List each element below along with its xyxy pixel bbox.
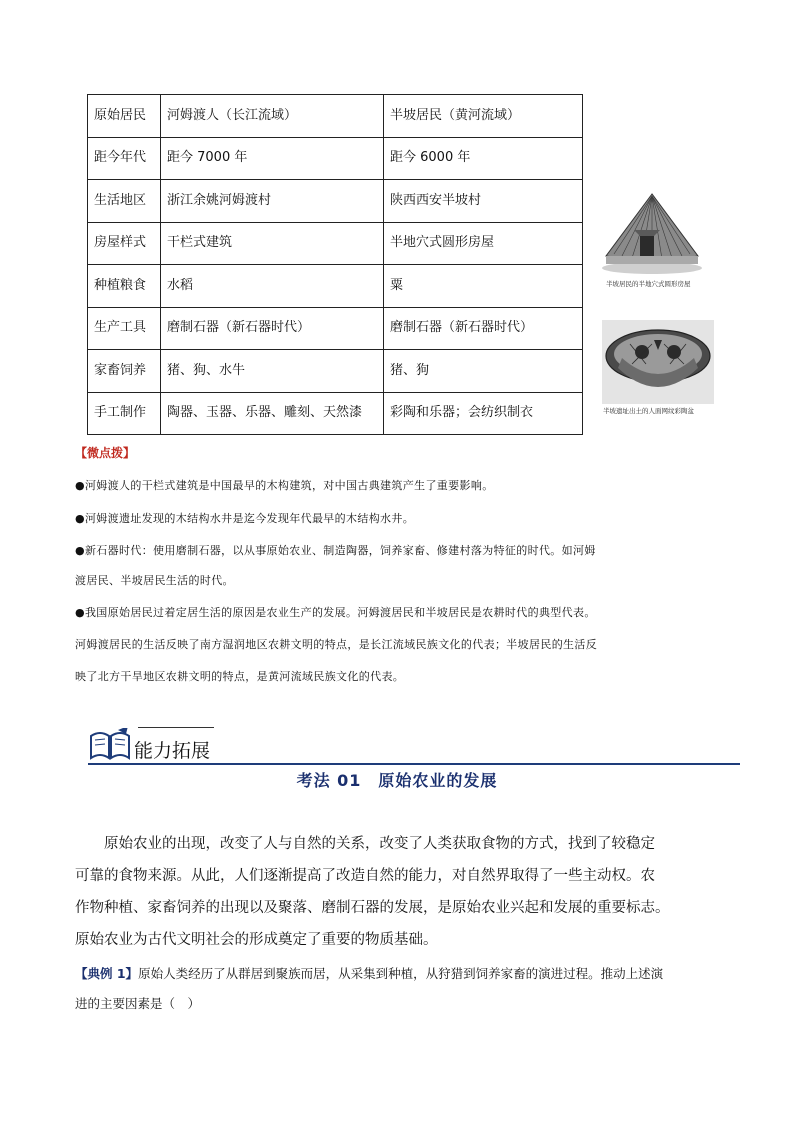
tip-line: 渡居民、半坡居民生活的时代。: [75, 574, 234, 587]
example-question-continued: 进的主要因素是（ ）: [75, 996, 201, 1011]
table-cell: 水稻: [161, 265, 384, 308]
example-question: [75, 964, 663, 982]
hut-image: [600, 190, 704, 276]
paragraph-line: 作物种植、家畜饲养的出现以及聚落、磨制石器的发展，是原始农业兴起和发展的重要标志。: [75, 900, 670, 916]
table-row-header: 种植粮食: [88, 265, 161, 308]
table-cell: 半地穴式圆形房屋: [384, 222, 583, 265]
book-icon: [88, 728, 132, 762]
table-row-header: 原始居民: [88, 95, 161, 138]
table-cell: 半坡居民（黄河流域）: [384, 95, 583, 138]
table-row: [88, 265, 583, 308]
tip-line: ●我国原始居民过着定居生活的原因是农业生产的发展。河姆渡居民和半坡居民是农耕时代的典型代表。: [75, 606, 596, 619]
table-cell: 磨制石器（新石器时代）: [161, 307, 384, 350]
table-row-header: 房屋样式: [88, 222, 161, 265]
table-row: [88, 350, 583, 393]
table-cell: 陕西西安半坡村: [384, 180, 583, 223]
table-row-header: 生产工具: [88, 307, 161, 350]
table-cell: 距今 6000 年: [384, 137, 583, 180]
table-row: [88, 180, 583, 223]
table-cell: 距今 7000 年: [161, 137, 384, 180]
basin-image: [602, 320, 714, 404]
tip-line: 映了北方干旱地区农耕文明的特点，是黄河流域民族文化的代表。: [75, 670, 405, 683]
table-cell: 磨制石器（新石器时代）: [384, 307, 583, 350]
tip-line: ●新石器时代：使用磨制石器，以从事原始农业、制造陶器，饲养家畜、修建村落为特征的时代。如河姆: [75, 544, 596, 557]
table-row: [88, 222, 583, 265]
section-divider-top: [138, 727, 214, 728]
table-row-header: 手工制作: [88, 392, 161, 435]
tip-header: 【微点拨】: [75, 446, 136, 460]
table-row: [88, 307, 583, 350]
table-row: [88, 392, 583, 435]
paragraph-line: 可靠的食物来源。从此，人们逐渐提高了改造自然的能力，对自然界取得了一些主动权。农: [75, 868, 655, 884]
table-row: [88, 137, 583, 180]
paragraph-line: 原始农业的出现，改变了人与自然的关系，改变了人类获取食物的方式，找到了较稳定: [75, 836, 655, 852]
table-cell: 猪、狗: [384, 350, 583, 393]
example-tag: 【典例 1】: [75, 966, 139, 981]
tip-line: 河姆渡居民的生活反映了南方湿润地区农耕文明的特点，是长江流域民族文化的代表；半坡居民的生活反: [75, 638, 598, 651]
section-title: 能力拓展: [134, 740, 211, 762]
table-cell: 浙江余姚河姆渡村: [161, 180, 384, 223]
table-cell: 彩陶和乐器；会纺织制衣: [384, 392, 583, 435]
table-cell: 猪、狗、水牛: [161, 350, 384, 393]
example-text: 原始人类经历了从群居到聚族而居，从采集到种植，从狩猎到饲养家畜的演进过程。推动上述演: [138, 966, 664, 981]
table-cell: 河姆渡人（长江流域）: [161, 95, 384, 138]
section-divider: [88, 763, 740, 765]
table-cell: 干栏式建筑: [161, 222, 384, 265]
table-cell: 陶器、玉器、乐器、雕刻、天然漆: [161, 392, 384, 435]
table-row-header: 家畜饲养: [88, 350, 161, 393]
paragraph-line: 原始农业为古代文明社会的形成奠定了重要的物质基础。: [75, 932, 438, 948]
tip-line: ●河姆渡人的干栏式建筑是中国最早的木构建筑，对中国古典建筑产生了重要影响。: [75, 479, 494, 492]
method-title: 考法 01 原始农业的发展: [296, 771, 498, 790]
table-row: [88, 95, 583, 138]
hut-caption: 半坡居民的半地穴式圆形房屋: [606, 280, 691, 288]
table-row-header: 生活地区: [88, 180, 161, 223]
basin-caption: 半坡遗址出土的人面网纹彩陶盆: [603, 407, 694, 415]
table-row-header: 距今年代: [88, 137, 161, 180]
table-cell: 粟: [384, 265, 583, 308]
comparison-table: [87, 94, 583, 435]
tip-line: ●河姆渡遗址发现的木结构水井是迄今发现年代最早的木结构水井。: [75, 512, 415, 525]
